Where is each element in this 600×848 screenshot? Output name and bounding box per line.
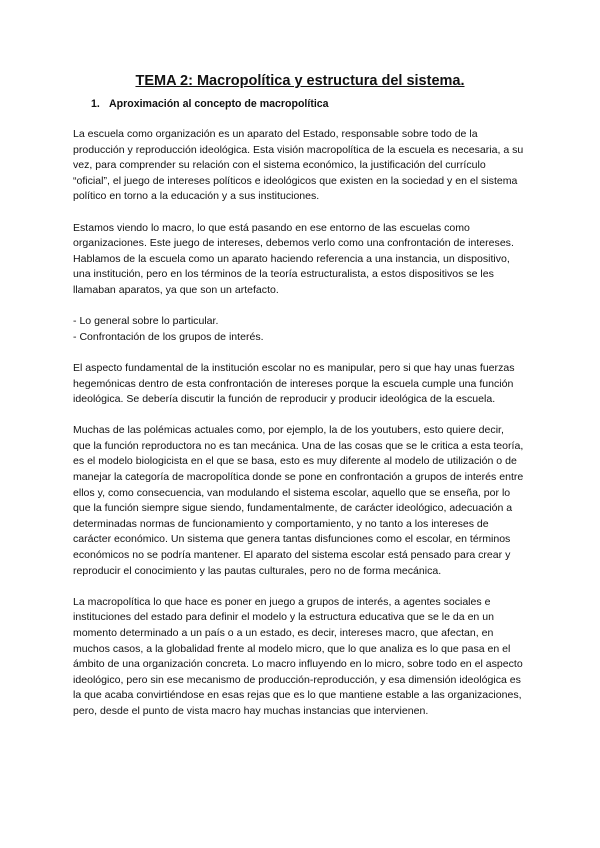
paragraph: Estamos viendo lo macro, lo que está pasando en ese entorno de las escuelas como organizaciones. Este juego de intereses, debemos verlo como una confrontación de intereses. [73,221,514,250]
document-body [73,127,524,735]
paragraph: La escuela como organización es un aparato del Estado, responsable sobre todo de la producción y reproducción ideológica. Esta visión macropolítica de la escuela es necesaria, a su vez, para comprender su relación con el sistema económico, la justificación del currículo “oficial”, el juego de intereses políticos e ideológicos que existen en la sociedad y en el sistema político en torno a la educación y a sus instituciones. [73,128,524,203]
paragraph: El aspecto fundamental de la institución escolar no es manipular, pero si que hay unas fuerzas hegemónicas dentro de esta confrontación de intereses porque la escuela cumple una función ideológica. Se debería discutir la función de reproducir y producir ideológica de la escuela. [73,361,515,406]
paragraph: Hablamos de la escuela como un aparato haciendo referencia a una instancia, un dispositivo, una institución, pero en los términos de la teoría estructuralista, a estos dispositivos se les llamaban aparatos, ya que son un artefacto. [73,252,510,296]
section-heading-text: Aproximación al concepto de macropolítica [109,98,329,110]
paragraph: La macropolítica lo que hace es poner en juego a grupos de interés, a agentes sociales e instituciones del estado para definir el modelo y la estructura educativa que se le da en un momento determinado a un país o a un estado, es decir, intereses macro, que afectan, en muchos casos, a la globalidad frente al modelo micro, que lo que analiza es lo que pasa en el ámbito de una organización concreta. Lo macro influyendo en lo micro, sobre todo en el aspecto ideológico, pero sin ese mecanismo de producción-reproducción, y esa dimensión ideológica es la que acaba convirtiéndose en esas rejas que es lo que mantiene estable a las organizaciones, pero, desde el punto de vista macro hay muchas instancias que intervienen. [73,595,523,717]
list-item: - Confrontación de los grupos de interés. [73,330,264,343]
list-item: - Lo general sobre lo particular. [73,315,219,328]
section-heading [91,98,329,110]
document-title: TEMA 2: Macropolítica y estructura del sistema. [135,73,465,89]
paragraph: Muchas de las polémicas actuales como, por ejemplo, la de los youtubers, esto quiere decir, que la función reproductora no es tan mecánica. Una de las cosas que se le critica a esta teoría, es el modelo biologicista en el que se basa, esto es muy diferente al modelo de utilización o de manejar la categoría de macropolítica donde se pone en confrontación a grupos de interés entre ellos y, como consecuencia, van modulando el sistema escolar, aquello que se enseña, por lo que la función siempre sigue siendo, fundamentalmente, de carácter ideológico, adecuación a determinadas normas de funcionamiento y comportamiento, y no tanto a los intereses de carácter económico. Un sistema que genera tantas disfunciones como el escolar, en términos económicos no se podría mantener. El aparato del sistema escolar está pensado para crear y reproducir el conocimiento y las pautas culturales, pero no de forma mecánica. [73,424,524,577]
section-number: 1. [91,98,100,110]
